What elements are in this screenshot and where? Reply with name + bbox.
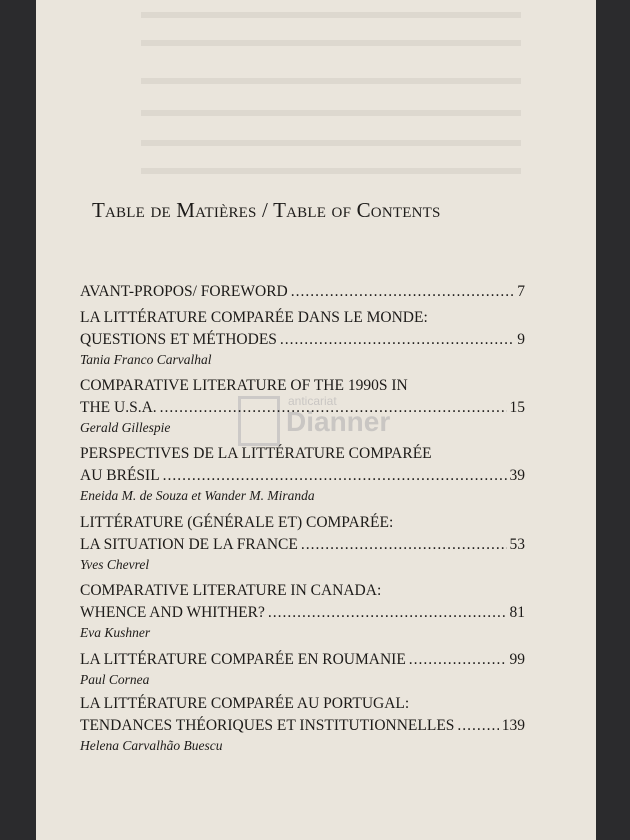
page-number: 9 (517, 331, 525, 348)
toc-entry[interactable] (80, 693, 525, 755)
page-number: 39 (509, 467, 525, 484)
entry-title: QUESTIONS ET MÉTHODES (80, 331, 277, 348)
toc-entry[interactable] (80, 649, 525, 689)
entry-title: LA SITUATION DE LA FRANCE (80, 536, 298, 553)
page-number: 15 (509, 399, 525, 416)
page-number: 99 (509, 651, 525, 668)
toc-line (80, 649, 525, 671)
entry-title: COMPARATIVE LITERATURE IN CANADA: (80, 582, 382, 599)
entry-title: TENDANCES THÉORIQUES ET INSTITUTIONNELLES (80, 717, 455, 734)
entry-title: LA LITTÉRATURE COMPARÉE DANS LE MONDE: (80, 309, 428, 326)
bleed-through-line (141, 140, 521, 146)
page-title: Table de Matières / Table of Contents (92, 198, 441, 222)
entry-title: LITTÉRATURE (GÉNÉRALE ET) COMPARÉE: (80, 514, 394, 531)
toc-line (80, 580, 525, 602)
dot-leader (160, 397, 507, 419)
toc-entry[interactable] (80, 443, 525, 505)
entry-author: Helena Carvalhão Buescu (80, 738, 223, 753)
toc-entry[interactable] (80, 580, 525, 642)
toc-line (80, 534, 525, 556)
bleed-through-line (141, 78, 521, 84)
entry-title: THE U.S.A. (80, 399, 157, 416)
toc-line (80, 693, 525, 715)
dot-leader (409, 649, 507, 671)
toc-line (80, 397, 525, 419)
entry-author: Yves Chevrel (80, 557, 150, 572)
entry-title: LA LITTÉRATURE COMPARÉE EN ROUMANIE (80, 651, 406, 668)
entry-title: PERSPECTIVES DE LA LITTÉRATURE COMPARÉE (80, 445, 432, 462)
toc-line (80, 465, 525, 487)
page-number: 81 (509, 604, 525, 621)
toc-line (80, 602, 525, 624)
watermark-small-text: anticariat (288, 394, 337, 408)
entry-author: Tania Franco Carvalhal (80, 352, 212, 367)
entry-title: LA LITTÉRATURE COMPARÉE AU PORTUGAL: (80, 695, 410, 712)
entry-author: Eva Kushner (80, 625, 151, 640)
dot-leader (301, 534, 507, 556)
bleed-through-line (141, 12, 521, 18)
toc-entry[interactable] (80, 307, 525, 369)
toc-entry[interactable] (80, 281, 525, 303)
entry-author: Eneida M. de Souza et Wander M. Miranda (80, 488, 315, 503)
toc-line (80, 329, 525, 351)
page-number: 53 (509, 536, 525, 553)
toc-line (80, 443, 525, 465)
dot-leader (280, 329, 514, 351)
entry-title: WHENCE AND WHITHER? (80, 604, 265, 621)
watermark-large-text: Dianner (286, 406, 391, 437)
dot-leader (163, 465, 507, 487)
dot-leader (268, 602, 507, 624)
bleed-through-line (141, 110, 521, 116)
entry-title: AU BRÉSIL (80, 467, 160, 484)
entry-title: COMPARATIVE LITERATURE OF THE 1990S IN (80, 377, 408, 394)
dot-leader (457, 715, 498, 737)
toc-line (80, 281, 525, 303)
bleed-through-line (141, 168, 521, 174)
toc-entry[interactable] (80, 375, 525, 437)
entry-title: AVANT-PROPOS/ FOREWORD (80, 283, 288, 300)
toc-line (80, 307, 525, 329)
entry-author: Gerald Gillespie (80, 420, 171, 435)
bleed-through-line (141, 40, 521, 46)
toc-line (80, 512, 525, 534)
toc-line (80, 715, 525, 737)
entry-author: Paul Cornea (80, 672, 150, 687)
page-number: 7 (517, 283, 525, 300)
dot-leader (291, 281, 515, 303)
toc-line (80, 375, 525, 397)
toc-entry[interactable] (80, 512, 525, 574)
page-number: 139 (501, 717, 525, 734)
